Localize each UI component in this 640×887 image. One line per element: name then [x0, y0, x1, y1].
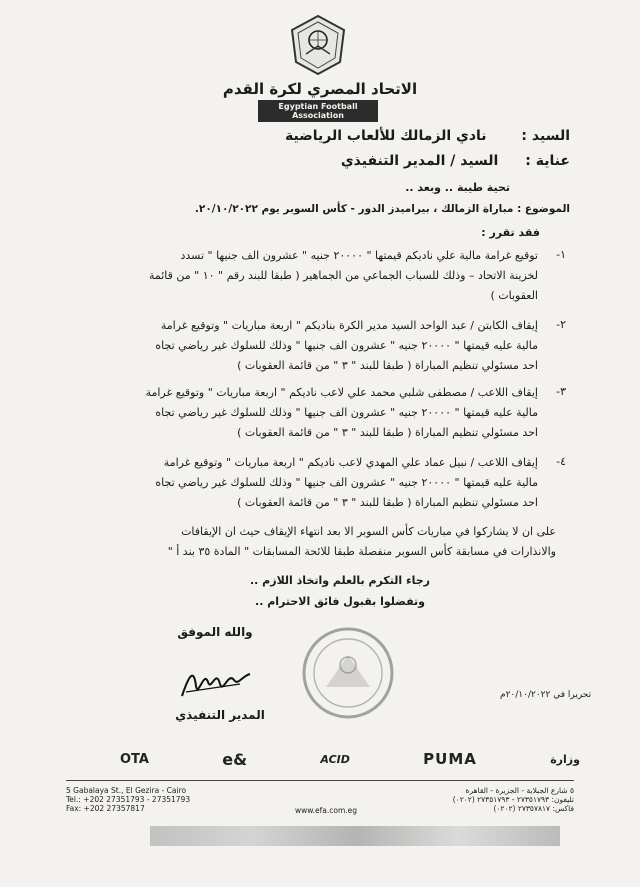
request-line: رجاء التكرم بالعلم واتخاذ اللازم .. [249, 574, 431, 587]
greeting: تحية طيبة .. وبعد .. [405, 181, 510, 194]
to-label: السيد : [521, 128, 570, 144]
item-4-number: ٤- [556, 455, 566, 468]
item-2-number: ٢- [556, 318, 566, 331]
footer-fax-ar: فاكس: ٢٧٣٥٧٨١٧ (٠٢٠٢) [493, 804, 574, 813]
note-line: والانذارات في مسابقة كأس السوبر منفصلة طبقا للائحة المسابقات " المادة ٣٥ بند أ " [167, 545, 556, 558]
item-2 [70, 316, 538, 376]
item-4 [70, 453, 538, 513]
issue-date: تحريرا في ٢٠/١٠/٢٠٢٢م [500, 690, 592, 700]
signature-icon [176, 662, 256, 702]
org-name-english: Egyptian Football Association [258, 100, 378, 122]
footer-divider [66, 780, 574, 781]
redacted-strip [150, 826, 560, 846]
sponsor-logo: e& [222, 749, 248, 769]
item-3 [70, 383, 538, 443]
footer-address-ar: ٥ شارع الجبلاية - الجزيرة - القاهرة [465, 786, 574, 795]
note-line: على ان لا يشاركوا في مباريات كأس السوبر الا بعد انتهاء الإيقاف حيث ان الإيقافات [181, 525, 556, 538]
footer-tel-ar: تليفون: ٢٧٣٥١٧٩٣ - ٢٧٣٥١٧٩٣ (٠٢٠٢) [452, 795, 574, 804]
suspension-note [70, 522, 556, 562]
org-name-arabic: الاتحاد المصري لكرة القدم [222, 80, 418, 98]
sponsor-logo: وزارة [550, 752, 580, 766]
sponsor-logo: ACID [320, 752, 350, 766]
item-2-line: إيقاف الكابتن / عبد الواحد السيد مدير الكرة بناديكم " اربعة مباريات " وتوقيع غرامة [160, 319, 538, 332]
sponsor-logo: OTA [120, 751, 149, 767]
item-2-line: مالية عليه قيمتها " ٢٠٠٠٠ جنيه " عشرون الف جنيها " وذلك للسلوك غير رياضي تجاه [155, 339, 538, 352]
regards-line: وتفضلوا بقبول فائق الاحترام .. [255, 595, 425, 608]
efa-logo-icon [288, 14, 348, 76]
footer-tel: Tel.: +202 27351793 - 27351793 [66, 795, 191, 804]
official-stamp-icon [300, 625, 396, 721]
footer-arabic [400, 786, 574, 813]
item-1-line: لخزينة الاتحاد – وذلك للسباب الجماعي من الجماهير ( طبقا للبند رقم " ١٠ " من قائمة [148, 269, 538, 282]
item-1-number: ١- [556, 248, 566, 261]
sponsor-logo: PUMA [423, 750, 477, 768]
item-4-line: مالية عليه قيمتها " ٢٠٠٠٠ جنيه " عشرون الف جنيها " وذلك للسلوك غير رياضي تجاه [155, 476, 538, 489]
footer-fax: Fax: +202 27357817 [66, 804, 145, 813]
item-1-line: توقيع غرامة مالية علي ناديكم قيمتها " ٢٠٠٠٠ جنيه " عشرون الف جنيها " تسدد [180, 249, 538, 262]
item-3-line: احد مسئولي تنظيم المباراة ( طبقا للبند " ٣ " من قائمة العقوبات ) [237, 426, 538, 439]
subject-value: مباراة الزمالك ، بيراميدز الدور - كأس السوبر يوم ٢٠/١٠/٢٠٢٢. [194, 203, 514, 215]
decision-intro: فقد تقرر : [481, 226, 540, 239]
signer-title: المدير التنفيذي [175, 708, 265, 722]
footer-address: 5 Gabalaya St., El Gezira - Cairo [66, 786, 187, 795]
footer-website: www.efa.com.eg [294, 806, 358, 815]
to-line [130, 128, 570, 144]
subject-label: الموضوع : [517, 203, 570, 215]
attention-line [130, 153, 570, 169]
to-value: نادي الزمالك للألعاب الرياضية [285, 128, 487, 144]
item-3-line: إيقاف اللاعب / مصطفى شلبي محمد علي لاعب ناديكم " اربعة مباريات " وتوقيع غرامة [145, 386, 538, 399]
item-3-line: مالية عليه قيمتها " ٢٠٠٠٠ جنيه " عشرون الف جنيها " وذلك للسلوك غير رياضي تجاه [155, 406, 538, 419]
item-2-line: احد مسئولي تنظيم المباراة ( طبقا للبند " ٣ " من قائمة العقوبات ) [237, 359, 538, 372]
sign-title: والله الموفق [177, 625, 253, 639]
attention-value: السيد / المدير التنفيذي [340, 153, 499, 169]
item-1 [70, 246, 538, 306]
item-4-line: احد مسئولي تنظيم المباراة ( طبقا للبند " ٣ " من قائمة العقوبات ) [237, 496, 538, 509]
item-4-line: إيقاف اللاعب / نبيل عماد علي المهدي لاعب ناديكم " اربعة مباريات " وتوقيع غرامة [163, 456, 538, 469]
item-1-line: العقوبات ) [490, 289, 538, 302]
attention-label: عناية : [525, 153, 570, 169]
sponsor-logos [120, 742, 580, 776]
item-3-number: ٣- [556, 385, 566, 398]
footer-english [66, 786, 266, 813]
subject-line [70, 203, 570, 215]
